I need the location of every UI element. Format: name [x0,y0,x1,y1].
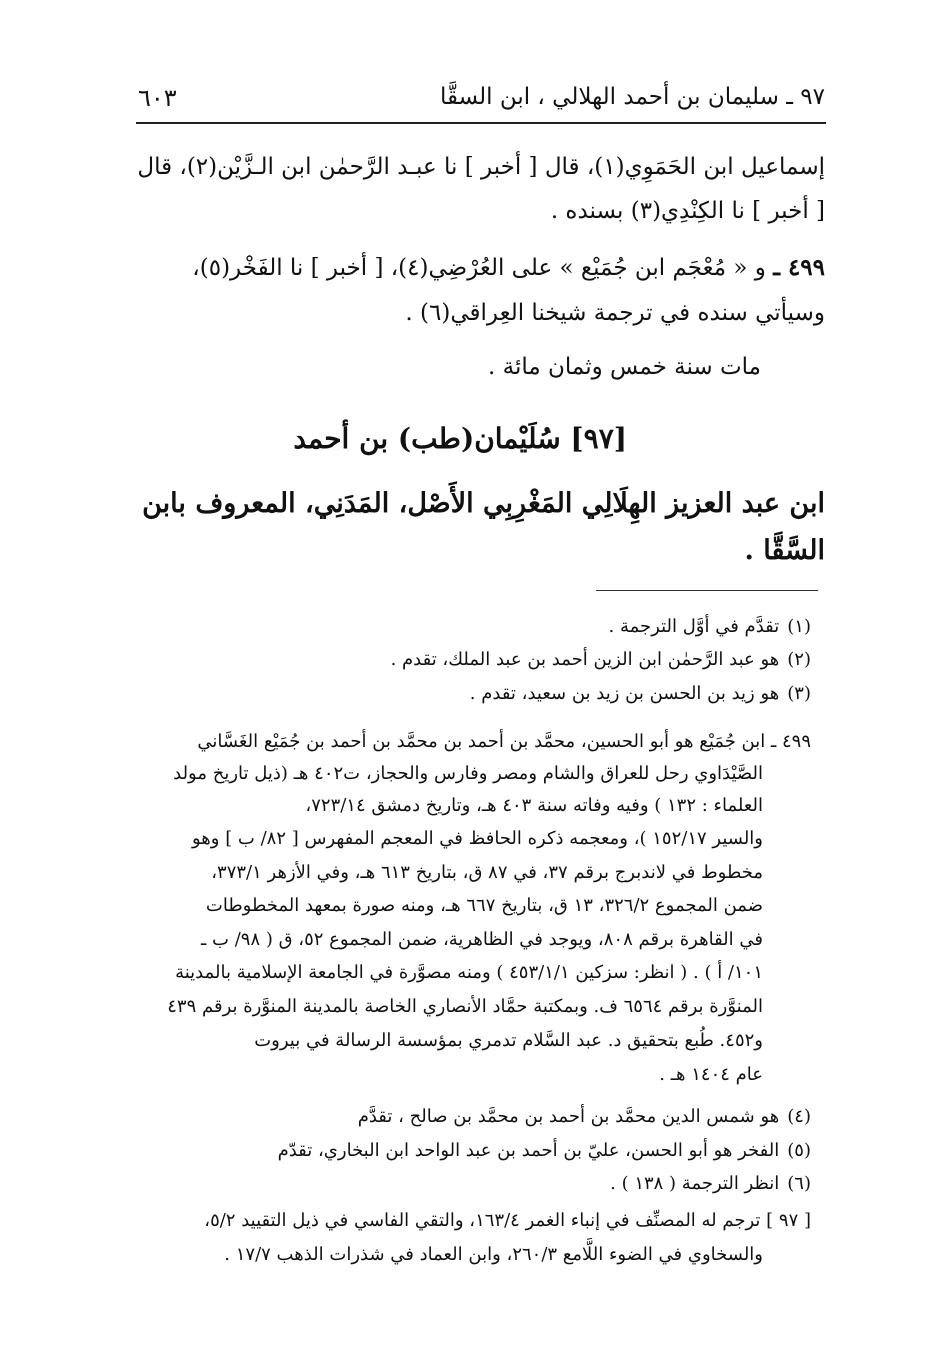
note-499-line: العلماء : ١٣٢ ) وفيه وفاته سنة ٤٠٣ هـ، وتاريخ دمشق ٧٢٣/١٤، [305,795,763,816]
footnote-number: (٣) [787,683,811,704]
footnote-number: (٤) [787,1106,811,1127]
note-499-line: ١٠١/ أ ) . ( انظر: سزكين ٤٥٣/١/١ ) ومنه مصوَّرة في الجامعة الإسلامية بالمدينة [175,962,763,983]
footnote-2 [391,649,811,670]
footnote-rule [596,590,818,591]
note-499-line: في القاهرة برقم ٨٠٨، ويوجد في الظاهرية، ضمن المجموع ٥٢، ق ( ٩٨/ ب ـ [201,929,763,950]
header-rule [136,122,826,124]
footnote-number: (٦) [787,1173,811,1194]
footnote-3 [470,683,811,704]
note-499-line: المنوَّرة برقم ٦٥٦٤ ف. وبمكتبة حمَّاد الأنصاري الخاصة بالمدينة المنوَّرة برقم ٤٣٩ [167,996,763,1017]
para-499-text: و « مُعْجَم ابن جُمَيْع » على العُرْضِي(٤)، [ أخبر ] نا الفَخْر(٥)، [192,255,766,281]
footnote-text: الفخر هو أبو الحسن، عليّ بن أحمد بن عبد الواحد ابن البخاري، تقدّم [277,1140,780,1161]
footnote-4 [358,1106,811,1127]
death-line: مات سنة خمس وثمان مائة . [488,354,761,380]
para-499-number: ٤٩٩ ـ [773,254,825,281]
note-499-line: والسير ١٥٢/١٧ )، ومعجمه ذكره الحافظ في المعجم المفهرس [ ٨٢/ ب ] وهو [191,828,763,849]
footnote-text: هو زيد بن الحسن بن زيد بن سعيد، تقدم . [469,683,780,704]
footnote-number: (٢) [787,649,811,670]
entry-subtitle-line-1: ابن عبد العزيز الهِلَالِي المَغْرِبِي الأَصْل، المَدَنِي، المعروف بابن [142,488,825,519]
footnote-number: (٥) [787,1140,811,1161]
note-499-line: ٤٩٩ ـ ابن جُمَيْع هو أبو الحسين، محمَّد بن أحمد بن محمَّد بن أحمد بن جُمَيْع الغَسَّاني [197,731,811,752]
para-499-line-2: وسيأتي سنده في ترجمة شيخنا العِراقي(٦) . [405,300,825,326]
note-97-line: والسخاوي في الضوء اللَّامع ٢٦٠/٣، وابن العماد في شذرات الذهب ١٧/٧ . [224,1244,763,1265]
entry-title: [٩٧] سُلَيْمان(طب) بن أحمد [293,422,627,455]
footnote-5 [278,1140,811,1161]
footnote-text: انظر الترجمة ( ١٣٨ ) . [610,1173,780,1194]
note-499-line: ضمن المجموع ٣٢٦/٢، ١٣ ق، بتاريخ ٦٦٧ هـ، ومنه صورة بمعهد المخطوطات [205,895,763,916]
footnote-text: هو شمس الدين محمَّد بن أحمد بن محمَّد بن صالح ، تقدَّم [357,1106,780,1127]
footnote-text: هو عبد الرَّحمٰن ابن الزين أحمد بن عبد الملك، تقدم . [390,649,780,670]
note-499-line: عام ١٤٠٤ هـ . [659,1064,763,1085]
footnote-text: تقدَّم في أوَّل الترجمة . [608,616,780,637]
note-499-line: الصَّيْدَاوي رحل للعراق والشام ومصر وفارس والحجاز، ت٤٠٢ هـ (ذيل تاريخ مولد [173,763,763,784]
footnote-6 [610,1173,811,1194]
note-499-line: و٤٥٢. طُبع بتحقيق د. عبد السَّلام تدمري بمؤسسة الرسالة في بيروت [254,1030,763,1051]
para-499 [192,254,825,281]
footnote-number: (١) [787,616,811,637]
note-97-line: [ ٩٧ ] ترجم له المصنِّف في إنباء الغمر ١٦٣/٤، والتقي الفاسي في ذيل التقييد ٥/٢، [204,1210,811,1231]
entry-subtitle-line-2: السَّقَّا . [744,535,825,566]
page-number: ٦٠٣ [138,84,177,112]
body-line-1: إسماعيل ابن الحَمَوِي(١)، قال [ أخبر ] نا عبـد الرَّحمٰن ابن الـزَّيْن(٢)، قال [137,154,825,180]
running-title: ٩٧ ـ سليمان بن أحمد الهلالي ، ابن السقَّا [439,84,825,110]
footnote-1 [609,616,811,637]
body-line-2: [ أخبر ] نا الكِنْدِي(٣) بسنده . [550,198,825,224]
note-499-line: مخطوط في لاندبرج برقم ٣٧، في ٨٧ ق، بتاريخ ٦١٣ هـ، وفي الأزهر ٣٧٣/١، [211,862,763,883]
